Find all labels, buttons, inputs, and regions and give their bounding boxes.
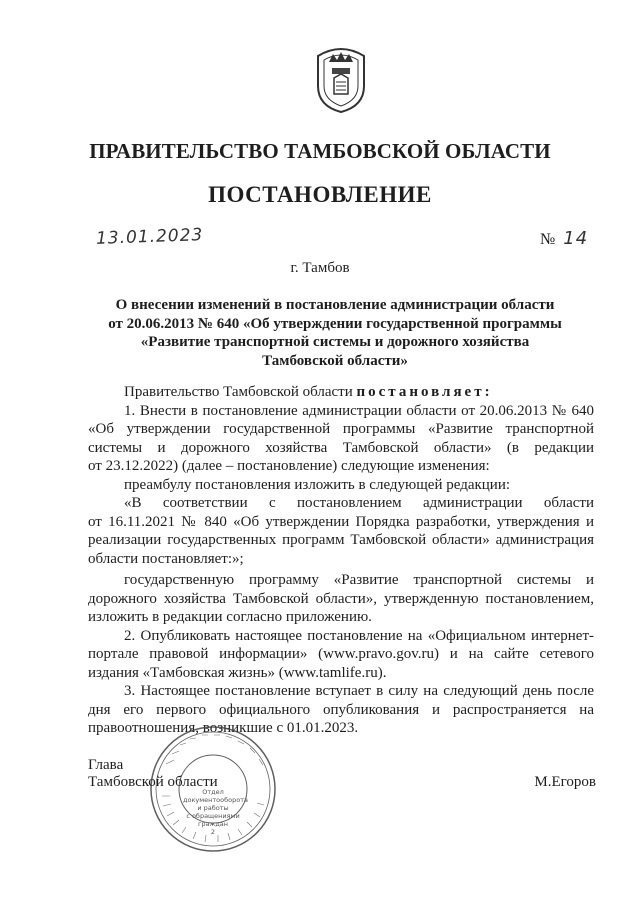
stamp-text-line: документооборота <box>183 796 248 804</box>
paragraph-line: системы и дорожного хозяйства Тамбовской области» (в редакции <box>88 439 594 456</box>
signatory-name: М.Егоров <box>534 774 596 790</box>
document-subject <box>90 296 580 370</box>
subject-line: Тамбовской области» <box>262 352 408 369</box>
signatory-title-line: Тамбовской области <box>88 774 218 790</box>
paragraph-line: «В соответствии с постановлением администрации области <box>124 495 594 511</box>
document-body <box>88 383 594 738</box>
paragraph-line: 3. Настоящее постановление вступает в силу на следующий день после <box>124 683 594 699</box>
paragraph-line: издания «Тамбовская жизнь» (www.tamlife.ru). <box>88 664 387 681</box>
coat-of-arms-icon <box>312 42 370 114</box>
document-date: 13.01.2023 <box>95 225 204 249</box>
number-value: 14 <box>563 228 589 249</box>
subject-line: от 20.06.2013 № 640 «Об утверждении государственной программы <box>108 315 562 332</box>
paragraph-line: дорожного хозяйства Тамбовской области», утвержденную постановлением, <box>88 590 594 607</box>
paragraph-line: реализации государственных программ Тамбовской области» администрация <box>88 532 594 548</box>
intro-emphasis: постановляет: <box>356 384 493 400</box>
stamp-inner-text <box>183 788 248 836</box>
stamp-text-line: с обращениями <box>186 812 240 820</box>
paragraph-line: 1. Внести в постановление администрации области от 20.06.2013 № 640 <box>124 402 594 419</box>
paragraph-line: правоотношения, возникшие с 01.01.2023. <box>88 720 359 736</box>
stamp-text-line: 2 <box>210 828 216 836</box>
number-label: № <box>540 231 556 248</box>
paragraph-line: от 16.11.2021 № 840 «Об утверждении Порядка разработки, утверждения и <box>88 513 594 530</box>
paragraph-line: от 23.12.2022) (далее – постановление) следующие изменения: <box>88 458 490 474</box>
paragraph-line: «Об утверждении государственной программы «Развитие транспортной <box>88 421 594 437</box>
subject-line: О внесении изменений в постановление администрации области <box>115 297 555 313</box>
paragraph-line: преамбулу постановления изложить в следующей редакции: <box>124 476 511 493</box>
signatory-title-line: Глава <box>88 757 124 773</box>
government-title: ПРАВИТЕЛЬСТВО ТАМБОВСКОЙ ОБЛАСТИ <box>89 139 551 163</box>
stamp-text-line: и работы <box>197 804 229 812</box>
paragraph-line: области постановляет:»; <box>88 550 244 567</box>
paragraph-line: дня его первого официального опубликования и распространяется на <box>88 701 594 718</box>
intro-text: Правительство Тамбовской области <box>124 384 353 400</box>
document-type: ПОСТАНОВЛЕНИЕ <box>208 182 432 207</box>
intro-line <box>88 383 594 402</box>
city: г. Тамбов <box>290 260 350 276</box>
document-number <box>540 228 588 249</box>
paragraph-line: портале правовой информации» (www.pravo.gov.ru) и на сайте сетевого <box>88 646 594 662</box>
subject-line: «Развитие транспортной системы и дорожного хозяйства <box>140 334 530 350</box>
stamp-text-line: Отдел <box>202 788 224 796</box>
paragraph-line: государственную программу «Развитие транспортной системы и <box>124 572 594 588</box>
paragraph-line: изложить в редакции согласно приложению. <box>88 609 372 625</box>
signatory-title <box>88 757 218 791</box>
stamp-text-line: граждан <box>197 820 229 828</box>
paragraph-line: 2. Опубликовать настоящее постановление на «Официальном интернет- <box>124 627 594 644</box>
